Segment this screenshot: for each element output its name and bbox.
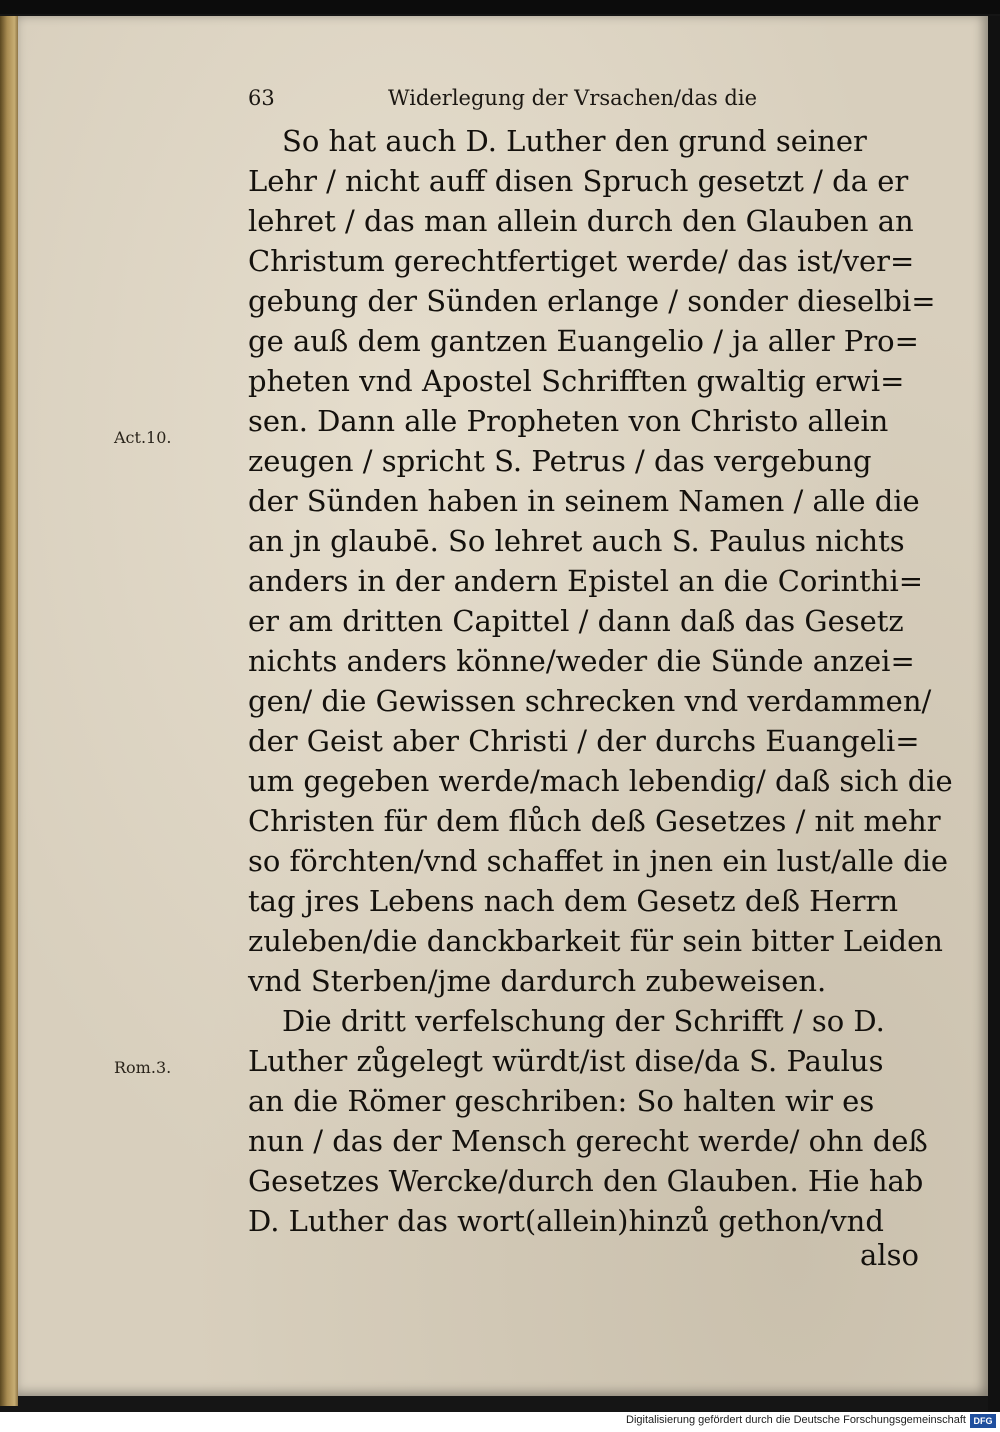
text-line: pheten vnd Apostel Schrifften gwaltig erwi= xyxy=(248,364,905,398)
text-line: er am dritten Capittel / dann daß das Gesetz xyxy=(248,604,904,638)
footer-bar xyxy=(0,1412,1000,1432)
running-title: Widerlegung der Vrsachen/das die xyxy=(388,86,757,110)
text-line: So hat auch D. Luther den grund seiner xyxy=(282,124,867,158)
paper-page xyxy=(18,16,988,1396)
margin-note-act: Act.10. xyxy=(114,428,172,447)
text-line: gebung der Sünden erlange / sonder dieselbi= xyxy=(248,284,936,318)
text-line: Luther zůgelegt würdt/ist dise/da S. Paulus xyxy=(248,1044,884,1078)
text-line: vnd Sterben/jme dardurch zubeweisen. xyxy=(248,964,827,998)
page-header xyxy=(248,86,788,116)
text-line: zeugen / spricht S. Petrus / das vergebung xyxy=(248,444,872,478)
text-line: lehret / das man allein durch den Glauben an xyxy=(248,204,914,238)
text-line: Die dritt verfelschung der Schrifft / so D. xyxy=(282,1004,885,1038)
text-line: Lehr / nicht auff disen Spruch gesetzt / da er xyxy=(248,164,909,198)
text-line: an jn glaubē. So lehret auch S. Paulus nichts xyxy=(248,524,905,558)
text-line: Gesetzes Wercke/durch den Glauben. Hie hab xyxy=(248,1164,924,1198)
page-edge xyxy=(0,16,18,1406)
page-number: 63 xyxy=(248,86,275,110)
funding-credit: Digitalisierung gefördert durch die Deutsche Forschungsgemeinschaft xyxy=(626,1414,966,1426)
margin-note-rom: Rom.3. xyxy=(114,1058,172,1077)
text-line: um gegeben werde/mach lebendig/ daß sich die xyxy=(248,764,953,798)
text-line: sen. Dann alle Propheten von Christo allein xyxy=(248,404,889,438)
text-line: ge auß dem gantzen Euangelio / ja aller Pro= xyxy=(248,324,919,358)
scanned-page-image xyxy=(0,14,1000,1412)
text-line: anders in der andern Epistel an die Corinthi= xyxy=(248,564,924,598)
body-text xyxy=(248,122,953,1272)
top-frame-bar xyxy=(0,0,1000,14)
text-line: an die Römer geschriben: So halten wir es xyxy=(248,1084,875,1118)
text-line: Christum gerechtfertiget werde/ das ist/ver= xyxy=(248,244,915,278)
text-line: so förchten/vnd schaffet in jnen ein lust/alle die xyxy=(248,844,949,878)
text-line: D. Luther das wort(allein)hinzů gethon/vnd xyxy=(248,1204,884,1238)
text-line: zuleben/die danckbarkeit für sein bitter Leiden xyxy=(248,924,943,958)
text-line: nun / das der Mensch gerecht werde/ ohn deß xyxy=(248,1124,928,1158)
text-line: nichts anders könne/weder die Sünde anzei= xyxy=(248,644,915,678)
dfg-logo-icon[interactable]: DFG xyxy=(970,1414,996,1428)
text-line: der Sünden haben in seinem Namen / alle die xyxy=(248,484,920,518)
text-line: der Geist aber Christi / der durchs Euangeli= xyxy=(248,724,920,758)
text-line: gen/ die Gewissen schrecken vnd verdammen/ xyxy=(248,684,932,718)
text-line: Christen für dem flůch deß Gesetzes / nit mehr xyxy=(248,804,941,838)
page-shadow xyxy=(988,16,1000,1412)
text-line: tag jres Lebens nach dem Gesetz deß Herrn xyxy=(248,884,899,918)
catchword: also xyxy=(860,1238,919,1272)
